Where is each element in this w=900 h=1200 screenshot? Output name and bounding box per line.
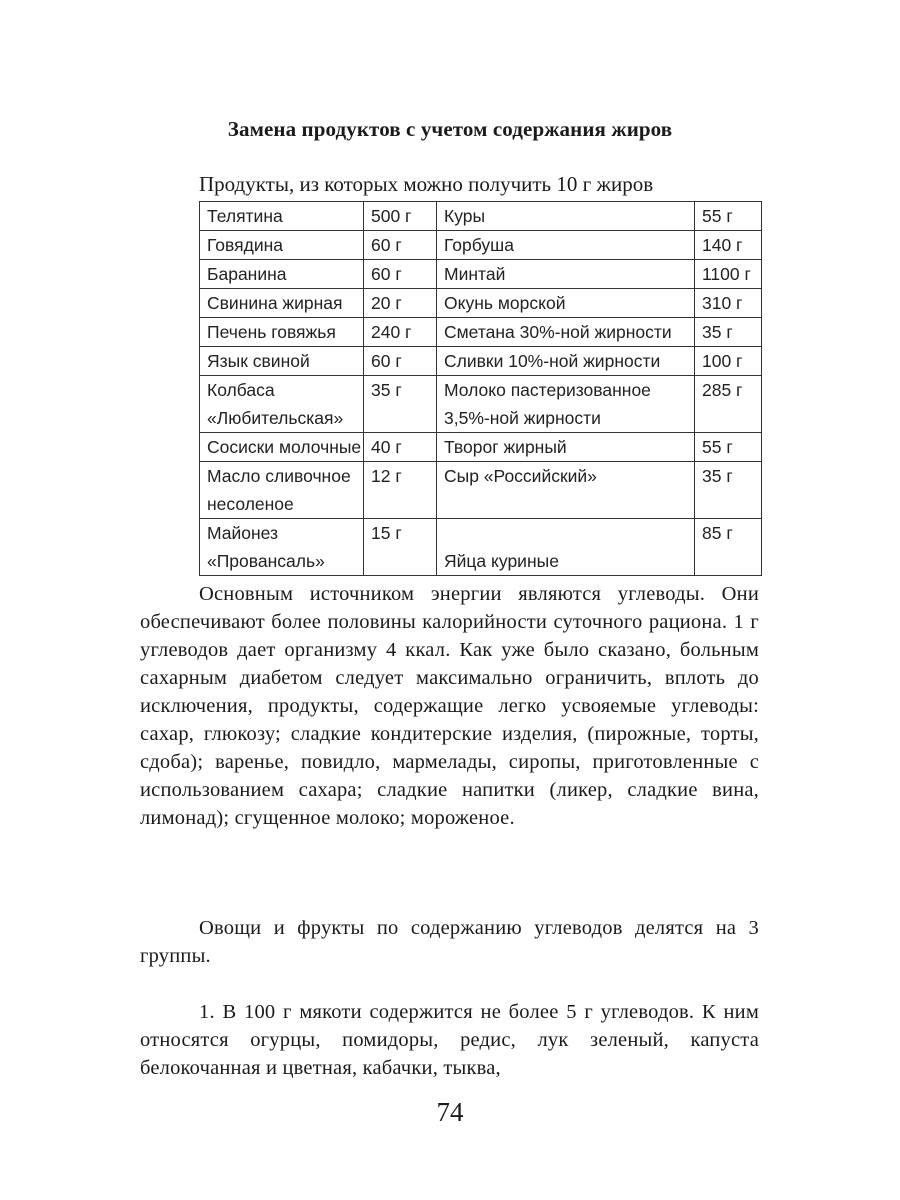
cell-line: Колбаса — [207, 380, 275, 400]
cell-line: несоленое — [207, 494, 294, 514]
amount-cell: 240 г — [364, 318, 437, 347]
cell-line — [444, 519, 694, 547]
amount-cell: 310 г — [695, 289, 762, 318]
product-cell — [437, 462, 695, 519]
cell-line: Окунь морской — [444, 293, 566, 313]
cell-line: «Провансаль» — [207, 551, 325, 571]
product-cell — [437, 347, 695, 376]
product-cell — [200, 231, 364, 260]
cell-line: Минтай — [444, 264, 506, 284]
amount-cell: 35 г — [364, 376, 437, 433]
amount-cell: 35 г — [695, 462, 762, 519]
cell-line: Творог жирный — [444, 437, 567, 457]
product-cell — [200, 260, 364, 289]
table-row — [200, 347, 762, 376]
product-cell — [200, 202, 364, 231]
product-cell — [437, 289, 695, 318]
cell-line: Молоко пастеризованное — [444, 380, 651, 400]
cell-line: Сливки 10%-ной жирности — [444, 351, 661, 371]
table-row — [200, 376, 762, 433]
amount-cell: 500 г — [364, 202, 437, 231]
amount-cell: 60 г — [364, 231, 437, 260]
product-cell — [200, 433, 364, 462]
table-row — [200, 318, 762, 347]
product-cell — [200, 462, 364, 519]
amount-cell: 12 г — [364, 462, 437, 519]
product-cell — [437, 231, 695, 260]
amount-cell: 100 г — [695, 347, 762, 376]
product-cell — [437, 519, 695, 576]
table-row — [200, 433, 762, 462]
amount-cell: 60 г — [364, 260, 437, 289]
cell-line: Баранина — [207, 264, 287, 284]
amount-cell: 85 г — [695, 519, 762, 576]
cell-line: Масло сливочное — [207, 466, 351, 486]
cell-line: Куры — [444, 206, 486, 226]
paragraph-vegetable-groups — [140, 914, 759, 970]
cell-line: Горбуша — [444, 235, 514, 255]
amount-cell: 55 г — [695, 433, 762, 462]
paragraph-group-one — [140, 998, 759, 1082]
paragraph-text: Основным источником энергии являются углеводы. Они обеспечивают более половины калорийности суточного рациона. 1 г углеводов дает организму 4 ккал. Как уже было сказано, больным сахарным диабетом следует максимально ограничить, вплоть до исключения, продукты, содержащие легко усвояемые углеводы: сахар, глюкозу; сладкие кондитерские изделия, (пирожные, торты, сдоба); варенье, повидло, мармелады, сиропы, приготовленные с использованием сахара; сладкие напитки (ликер, сладкие вина, лимонад); сгущенное молоко; мороженое. — [140, 583, 759, 829]
table-row — [200, 462, 762, 519]
product-cell — [200, 347, 364, 376]
table-row — [200, 231, 762, 260]
cell-line: Сосиски молочные — [207, 437, 362, 457]
fat-substitution-table — [199, 201, 762, 576]
table-row — [200, 289, 762, 318]
cell-line: Печень говяжья — [207, 322, 336, 342]
product-cell — [200, 376, 364, 433]
product-cell — [200, 318, 364, 347]
cell-line: Майонез — [207, 523, 279, 543]
amount-cell: 55 г — [695, 202, 762, 231]
section-title: Замена продуктов с учетом содержания жиров — [227, 117, 673, 141]
paragraph-text: Овощи и фрукты по содержанию углеводов делятся на 3 группы. — [140, 917, 759, 967]
product-cell — [437, 260, 695, 289]
table-row — [200, 202, 762, 231]
product-cell — [437, 433, 695, 462]
page-number: 74 — [436, 1097, 464, 1127]
cell-line: «Любительская» — [207, 408, 344, 428]
amount-cell: 15 г — [364, 519, 437, 576]
cell-line: Свинина жирная — [207, 293, 343, 313]
cell-line: Яйца куриные — [444, 551, 559, 571]
amount-cell: 60 г — [364, 347, 437, 376]
amount-cell: 285 г — [695, 376, 762, 433]
product-cell — [437, 318, 695, 347]
amount-cell: 140 г — [695, 231, 762, 260]
amount-cell: 35 г — [695, 318, 762, 347]
cell-line: Телятина — [207, 206, 283, 226]
cell-line: Сыр «Российский» — [444, 466, 597, 486]
table-row — [200, 519, 762, 576]
product-cell — [200, 289, 364, 318]
amount-cell: 20 г — [364, 289, 437, 318]
product-cell — [437, 376, 695, 433]
product-cell — [437, 202, 695, 231]
amount-cell: 40 г — [364, 433, 437, 462]
cell-line: 3,5%-ной жирности — [444, 408, 601, 428]
product-cell — [200, 519, 364, 576]
paragraph-carbohydrates — [140, 580, 759, 832]
amount-cell: 1100 г — [695, 260, 762, 289]
cell-line: Говядина — [207, 235, 283, 255]
table-caption: Продукты, из которых можно получить 10 г жиров — [199, 172, 654, 196]
cell-line: Язык свиной — [207, 351, 310, 371]
table-row — [200, 260, 762, 289]
paragraph-text: 1. В 100 г мякоти содержится не более 5 г углеводов. К ним относятся огурцы, помидоры, редис, лук зеленый, капуста белокочанная и цветная, кабачки, тыква, — [140, 1001, 759, 1079]
cell-line: Сметана 30%-ной жирности — [444, 322, 672, 342]
